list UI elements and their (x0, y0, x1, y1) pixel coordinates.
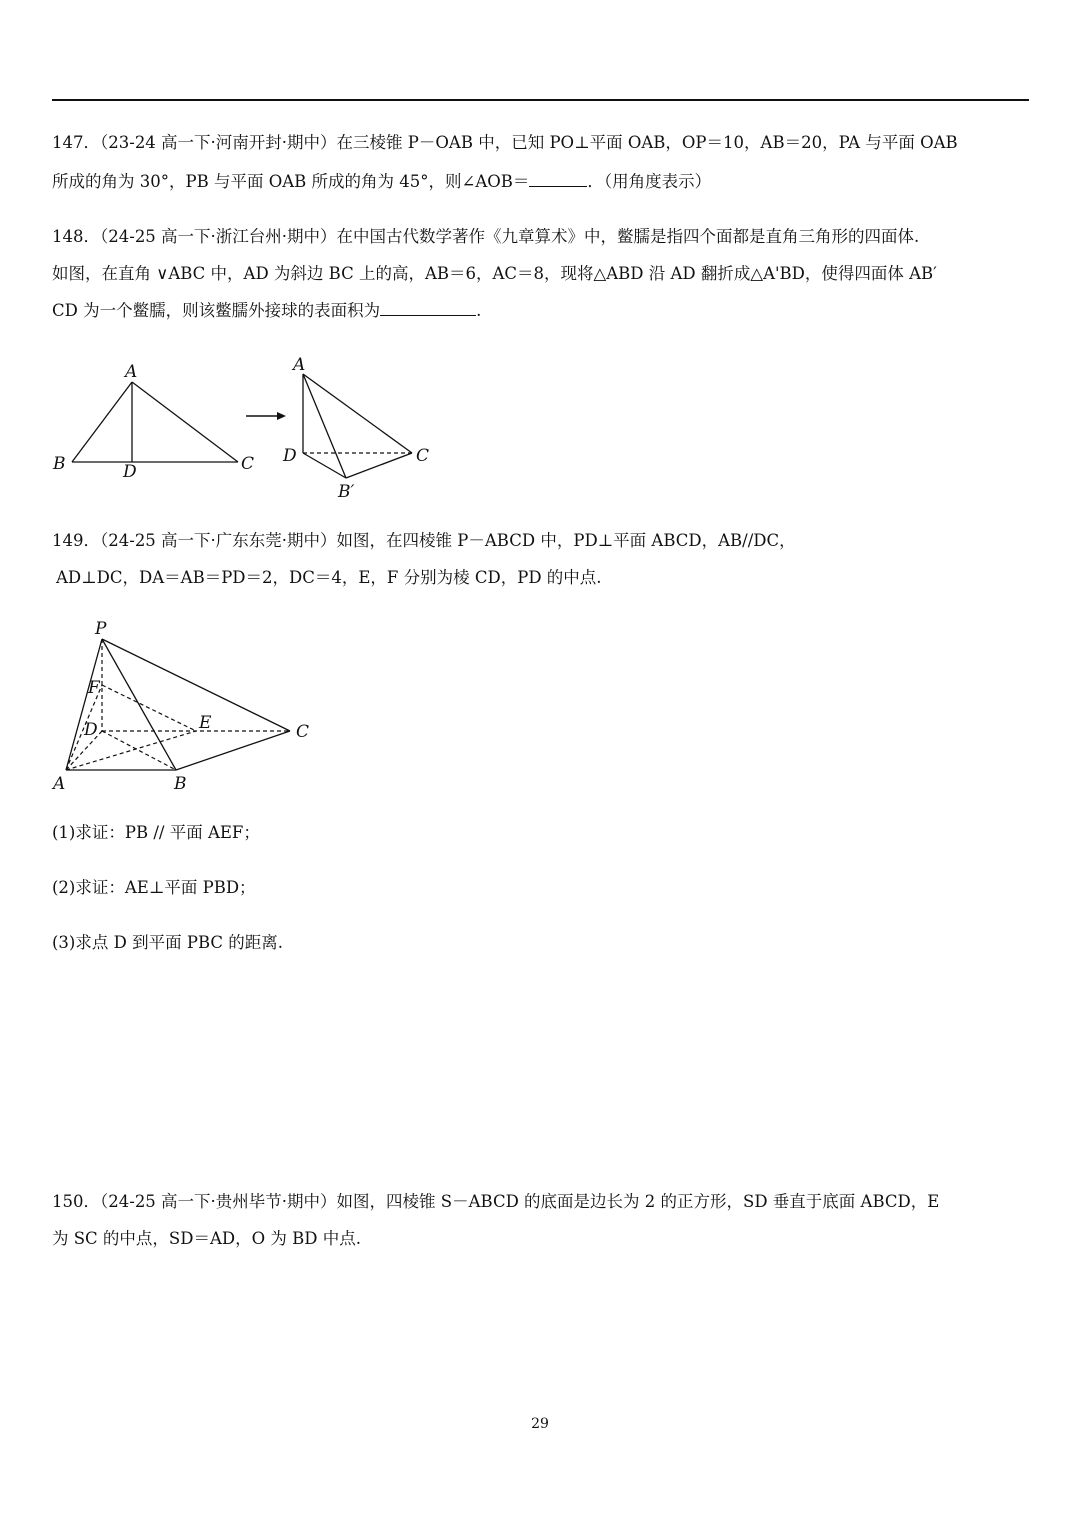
label-b-prime-right: B′ (338, 482, 355, 502)
problem-149-question-1: (1)求证：PB // 平面 AEF； (52, 823, 260, 842)
figure-149 (48, 614, 328, 802)
answer-blank-148 (380, 301, 476, 316)
problem-148-text: CD 为一个鳖臑，则该鳖臑外接球的表面积为 (52, 301, 381, 320)
problem-147-tail: ．（用角度表示） (587, 172, 712, 191)
problem-149-line-1: 149．（24-25 高一下·广东东莞·期中）如图，在四棱锥 P－ABCD 中，PD⊥平面 ABCD，AB//DC， (52, 531, 796, 550)
label-d: D (84, 720, 98, 740)
problem-150-line-2: 为 SC 的中点，SD＝AD，O 为 BD 中点. (52, 1229, 361, 1248)
label-a-right: A (293, 355, 306, 375)
edge-fe-hidden (102, 685, 196, 731)
problem-149-question-3: (3)求点 D 到平面 PBC 的距离. (52, 933, 283, 952)
figure-148-svg (50, 352, 450, 504)
header-rule (52, 99, 1029, 101)
edge-ac (132, 382, 238, 462)
problem-147-line-2 (52, 170, 711, 194)
problem-147-text: 所成的角为 30°，PB 与平面 OAB 所成的角为 45°，则∠AOB＝ (52, 172, 530, 191)
edge-pa (66, 639, 102, 770)
page-number: 29 (531, 1416, 549, 1432)
figure-149-svg (48, 614, 328, 798)
problem-148-line-1: 148．（24-25 高一下·浙江台州·期中）在中国古代数学著作《九章算术》中，鳖臑是指四个面都是直角三角形的四面体. (52, 227, 920, 246)
problem-147-line-1: 147．（23-24 高一下·河南开封·期中）在三棱锥 P－OAB 中，已知 PO⊥平面 OAB，OP＝10，AB＝20，PA 与平面 OAB (52, 133, 958, 152)
figure-148 (50, 352, 450, 508)
edge-db-3d (303, 453, 346, 478)
arrow-icon (246, 412, 286, 420)
edge-pb (102, 639, 176, 770)
problem-148-line-3 (52, 299, 481, 323)
edge-ba (72, 382, 132, 462)
edge-bc (176, 731, 290, 770)
label-d-right: D (283, 446, 297, 466)
label-c-left: C (241, 454, 255, 474)
answer-blank-147 (529, 172, 587, 187)
problem-149-line-2: AD⊥DC，DA＝AB＝PD＝2，DC＝4，E，F 分别为棱 CD，PD 的中点. (56, 568, 602, 587)
label-d-left: D (123, 462, 137, 482)
label-p: P (95, 619, 107, 639)
label-f: F (88, 678, 100, 698)
problem-150-line-1: 150．（24-25 高一下·贵州毕节·期中）如图，四棱锥 S－ABCD 的底面是边长为 2 的正方形，SD 垂直于底面 ABCD，E (52, 1192, 940, 1211)
label-a: A (53, 774, 66, 794)
label-a-left: A (125, 362, 138, 382)
label-b: B (174, 774, 187, 794)
edge-pc (102, 639, 290, 731)
label-c: C (296, 722, 310, 742)
label-c-right: C (416, 446, 430, 466)
problem-148-line-2: 如图，在直角 ∨ABC 中，AD 为斜边 BC 上的高，AB＝6，AC＝8，现将△ABD 沿 AD 翻折成△A'BD，使得四面体 AB′ (52, 264, 937, 283)
edge-bc-3d (346, 453, 412, 478)
label-e: E (199, 713, 212, 733)
label-b-left: B (53, 454, 66, 474)
problem-149-question-2: (2)求证：AE⊥平面 PBD； (52, 878, 256, 897)
problem-148-tail: . (476, 301, 482, 320)
